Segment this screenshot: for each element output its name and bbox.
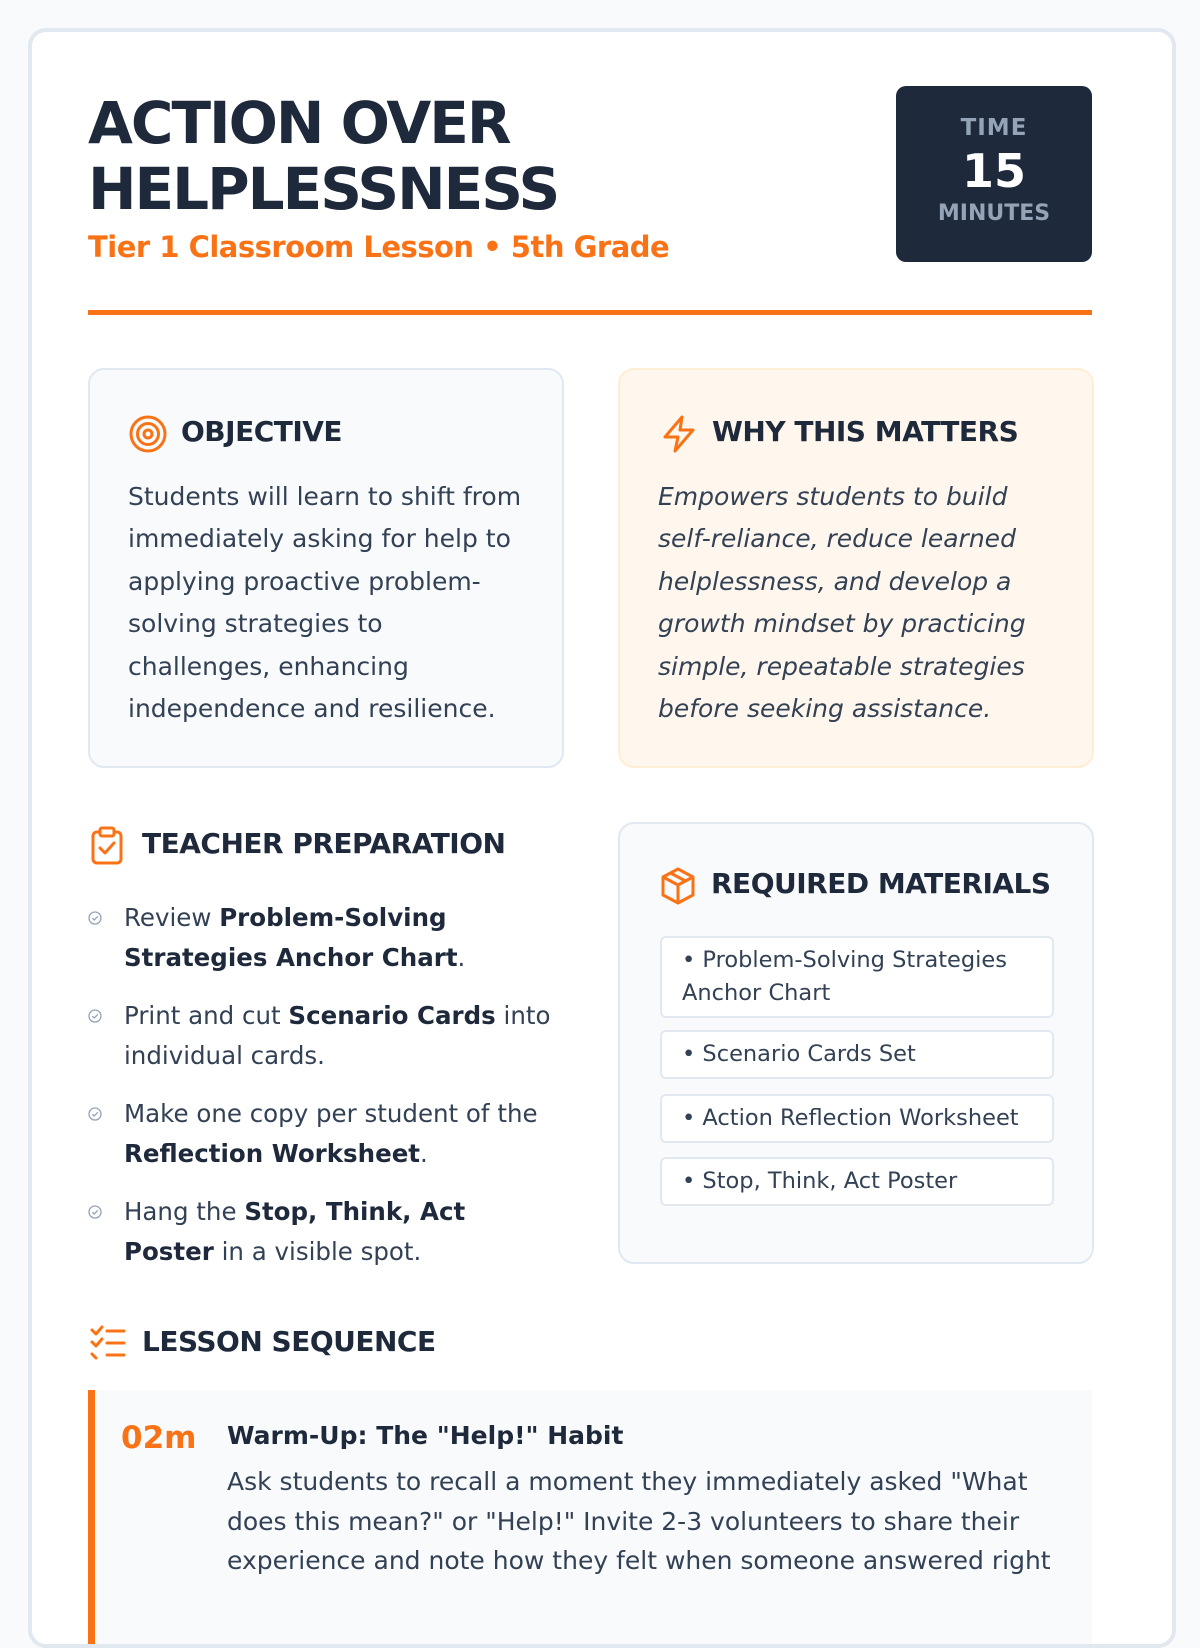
prep-text-pre: Make one copy per student of the xyxy=(124,1099,538,1128)
title-line-2: HELPLESSNESS xyxy=(88,155,559,223)
list-item xyxy=(88,898,558,977)
header-divider xyxy=(88,310,1092,315)
list-item xyxy=(88,996,558,1075)
material-item: • Problem-Solving Strategies Anchor Chart xyxy=(660,936,1054,1018)
step-description: Ask students to recall a moment they immediately asked "What does this mean?" or "Help!" Invite 2-3 volunteers to share their experience and note how they felt when someone answered right xyxy=(227,1467,1051,1575)
material-item: • Scenario Cards Set xyxy=(660,1030,1054,1079)
list-check-icon xyxy=(90,1324,126,1364)
step-duration: 02m xyxy=(121,1420,197,1456)
prep-text-bold: Stop, Think, Act Poster xyxy=(124,1197,466,1266)
time-unit: MINUTES xyxy=(937,201,1051,226)
objective-text: Students will learn to shift from immediately asking for help to applying proactive problem-solving strategies to challenges, enhancing independence and resilience. xyxy=(128,482,522,724)
prep-text-bold: Scenario Cards xyxy=(288,1001,496,1030)
prep-text-post: . xyxy=(457,942,466,972)
check-circle-icon xyxy=(88,911,102,925)
material-item: • Stop, Think, Act Poster xyxy=(660,1157,1054,1206)
time-value: 15 xyxy=(961,144,1026,198)
check-circle-icon xyxy=(88,1107,102,1121)
time-label: TIME xyxy=(960,115,1028,141)
page-subtitle: Tier 1 Classroom Lesson • 5th Grade xyxy=(88,230,670,264)
preparation-heading: TEACHER PREPARATION xyxy=(142,827,506,860)
prep-text-pre: Print and cut xyxy=(124,1001,289,1030)
time-badge xyxy=(896,86,1092,262)
package-icon xyxy=(658,866,698,910)
check-circle-icon xyxy=(88,1009,102,1023)
clipboard-check-icon xyxy=(90,826,124,870)
check-circle-icon xyxy=(88,1205,102,1219)
prep-text-post: in a visible spot. xyxy=(213,1236,422,1266)
prep-text-pre: Review xyxy=(124,903,220,932)
title-line-1: ACTION OVER xyxy=(88,89,510,157)
prep-text-post: . xyxy=(420,1138,428,1168)
objective-card xyxy=(88,368,564,768)
sequence-heading: LESSON SEQUENCE xyxy=(142,1325,436,1358)
preparation-list xyxy=(88,898,558,1290)
materials-heading: REQUIRED MATERIALS xyxy=(711,867,1051,900)
list-item xyxy=(88,1094,558,1173)
why-heading: WHY THIS MATTERS xyxy=(712,415,1019,448)
page-title xyxy=(88,90,808,222)
why-text: Empowers students to build self-reliance, reduce learned helplessness, and develop a growth mindset by practicing simple, repeatable strategies before seeking assistance. xyxy=(658,482,1026,724)
prep-text-pre: Hang the xyxy=(124,1197,245,1226)
lightning-icon xyxy=(660,414,698,458)
materials-card xyxy=(618,822,1094,1264)
prep-text-post: into individual cards. xyxy=(124,1001,551,1070)
lesson-plan-page xyxy=(28,28,1176,1648)
sequence-step xyxy=(88,1390,1092,1648)
prep-text-bold: Problem-Solving Strategies Anchor Chart xyxy=(124,903,458,972)
step-title: Warm-Up: The "Help!" Habit xyxy=(227,1421,624,1450)
material-item: • Action Reflection Worksheet xyxy=(660,1094,1054,1143)
prep-text-bold: Reflection Worksheet xyxy=(124,1138,421,1168)
why-card xyxy=(618,368,1094,768)
objective-heading: OBJECTIVE xyxy=(181,415,343,448)
list-item xyxy=(88,1192,558,1271)
target-icon xyxy=(128,414,168,458)
